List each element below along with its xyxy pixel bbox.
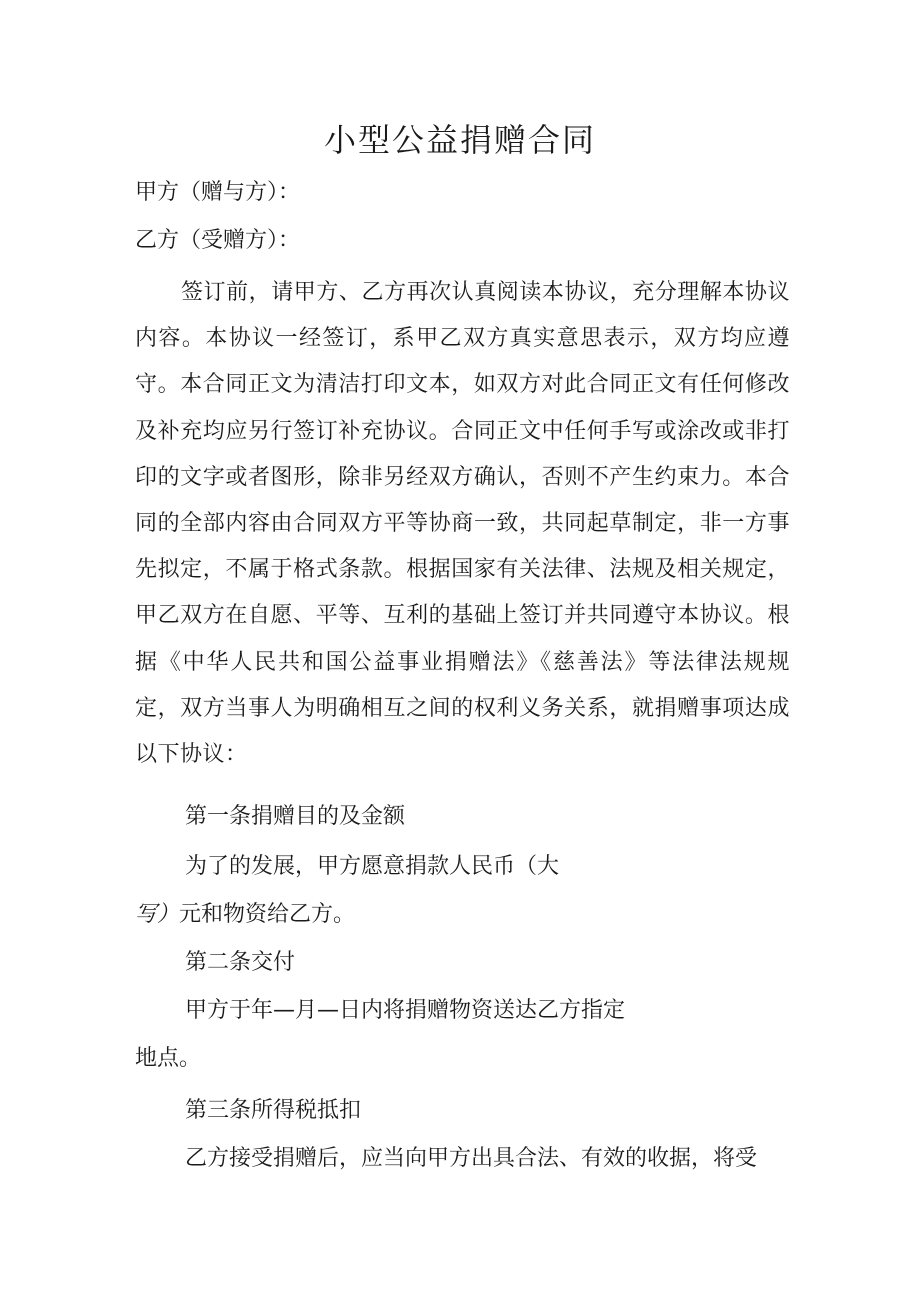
article1-line2-rest: 元和物资给乙方。 [179,902,356,927]
document-title: 小型公益捐赠合同 [323,121,596,159]
article1-line2 [135,900,355,930]
article2-heading: 第二条交付 [185,950,296,975]
article2-line1: 甲方于年—月—日内将捐赠物资送达乙方指定 [185,998,626,1023]
article3-line1: 乙方接受捐赠后，应当向甲方出具合法、有效的收据，将受 [185,1146,758,1171]
article1-heading: 第一条捐赠目的及金额 [185,804,406,829]
party-b-label: 乙方（受赠方）： [135,228,301,253]
party-a-label: 甲方（赠与方）： [135,180,301,205]
article3-heading: 第三条所得税抵扣 [185,1098,362,1123]
article1-line2-italic: 写） [135,902,180,927]
article1-line1: 为了的发展，甲方愿意捐款人民币（大 [185,854,560,879]
preamble-paragraph: 签订前，请甲方、乙方再次认真阅读本协议，充分理解本协议内容。本协议一经签订，系甲乙双方真实意思表示，双方均应遵守。本合同正文为清洁打印文本，如双方对此合同正文有任何修改及补充均应另行签订补充协议。合同正文中任何手写或涂改或非打印的文字或者图形，除非另经双方确认，否则不产生约束力。本合同的全部内容由合同双方平等协商一致，共同起草制定，非一方事先拟定，不属于格式条款。根据国家有关法律、法规及相关规定，甲乙双方在自愿、平等、互利的基础上签订并共同遵守本协议。根据《中华人民共和国公益事业捐赠法》《慈善法》等法律法规规定，双方当事人为明确相互之间的权利义务关系，就捐赠事项达成以下协议： [135,280,790,768]
article2-line2: 地点。 [135,1046,202,1071]
